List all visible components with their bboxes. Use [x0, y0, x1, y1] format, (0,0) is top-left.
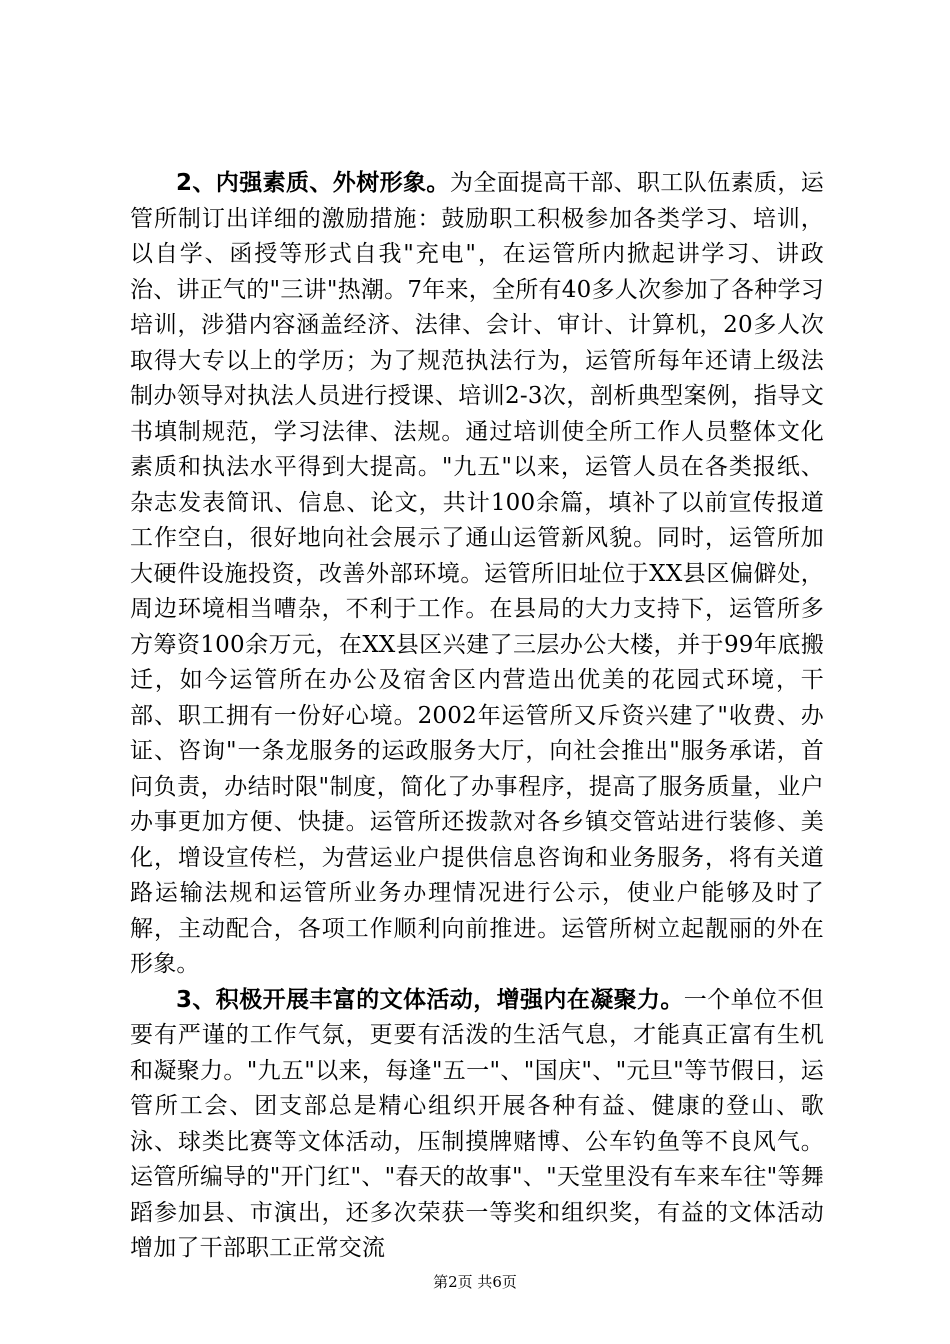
page-number-footer: 第2页 共6页: [433, 1273, 517, 1291]
section-heading-3: 3、积极开展丰富的文体活动，增强内在凝聚力。: [176, 986, 684, 1013]
paragraph-2-text: 为全面提高干部、职工队伍素质，运管所制订出详细的激励措施：鼓励职工积极参加各类学习、培训，以自学、函授等形式自我"充电"，在运管所内掀起讲学习、讲政治、讲正气的"三讲"热潮。7年来，全所有40多人次参加了各种学习培训，涉猎内容涵盖经济、法律、会计、审计、计算机，20多人次取得大专以上的学历；为了规范执法行为，运管所每年还请上级法制办领导对执法人员进行授课、培训2-3次，剖析典型案例，指导文书填制规范，学习法律、法规。通过培训使全所工作人员整体文化素质和执法水平得到大提高。"九五"以来，运管人员在各类报纸、杂志发表简讯、信息、论文，共计100余篇，填补了以前宣传报道工作空白，很好地向社会展示了通山运管新风貌。同时，运管所加大硬件设施投资，改善外部环境。运管所旧址位于XX县区偏僻处，周边环境相当嘈杂，不利于工作。在县局的大力支持下，运管所多方筹资100余万元，在XX县区兴建了三层办公大楼，并于99年底搬迁，如今运管所在办公及宿舍区内营造出优美的花园式环境，干部、职工拥有一份好心境。2002年运管所又斥资兴建了"收费、办证、咨询"一条龙服务的运政服务大厅，向社会推出"服务承诺，首问负责，办结时限"制度，简化了办事程序，提高了服务质量，业户办事更加方便、快捷。运管所还拨款对各乡镇交管站进行装修、美化，增设宣传栏，为营运业户提供信息咨询和业务服务，将有关道路运输法规和运管所业务办理情况进行公示，使业户能够及时了解，主动配合，各项工作顺利向前推进。运管所树立起靓丽的外在形象。: [130, 170, 825, 977]
paragraph-2: [130, 166, 824, 983]
paragraph-3-text: 一个单位不但要有严谨的工作气氛，更要有活泼的生活气息，才能真正富有生机和凝聚力。"九五"以来，每逢"五一"、"国庆"、"元旦"等节假日，运管所工会、团支部总是精心组织开展各种有益、健康的登山、歌泳、球类比赛等文体活动，压制摸牌赌博、公车钓鱼等不良风气。运管所编导的"开门红"、"春天的故事"、"天堂里没有车来车往"等舞蹈参加县、市演出，还多次荣获一等奖和组织奖，有益的文体活动增加了干部职工正常交流: [130, 986, 824, 1261]
paragraph-3: [130, 983, 824, 1267]
section-heading-2: 2、内强素质、外树形象。: [176, 170, 450, 196]
document-body: [130, 166, 824, 1267]
